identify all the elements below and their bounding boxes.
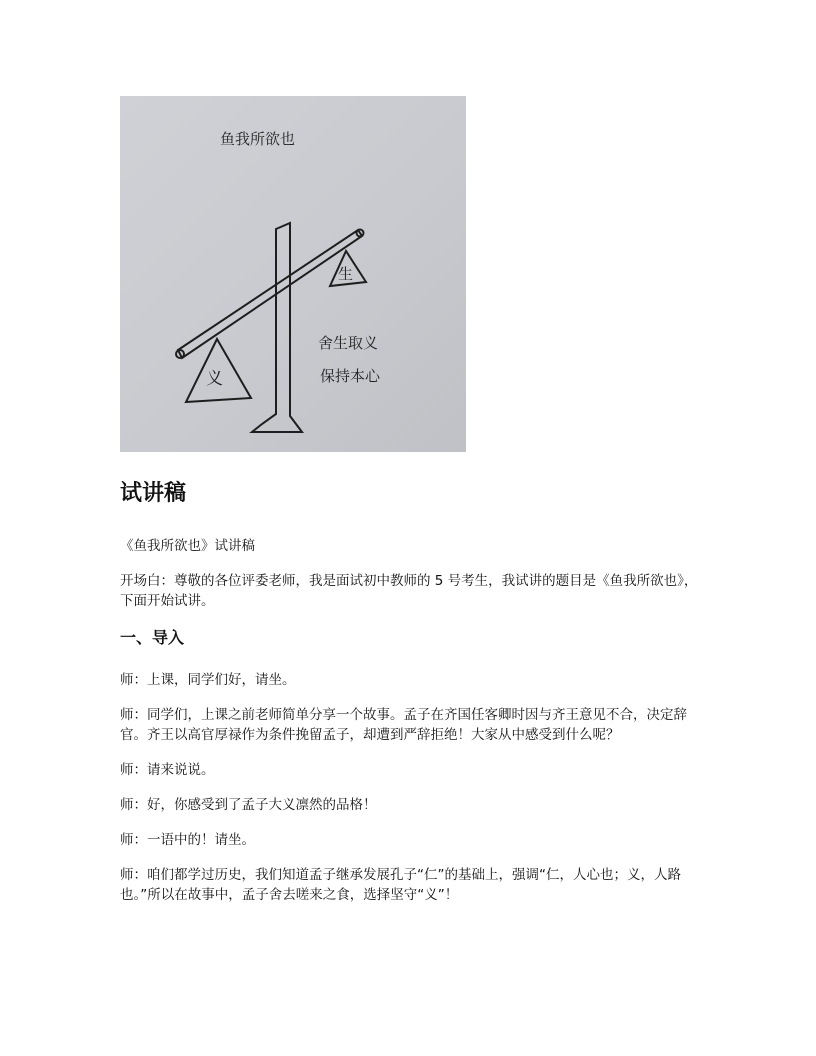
document-body bbox=[120, 478, 700, 920]
section-heading-intro: 一、导入 bbox=[120, 628, 185, 647]
dialogue-line: 师：好，你感受到了孟子大义凛然的品格！ bbox=[120, 797, 377, 813]
sketch-note-line2: 保持本心 bbox=[320, 367, 381, 385]
sketch-caption: 鱼我所欲也 bbox=[220, 130, 296, 148]
dialogue-line: 师：上课，同学们好，请坐。 bbox=[120, 672, 296, 688]
dialogue-line: 师：请来说说。 bbox=[120, 762, 215, 778]
balance-sketch-drawing bbox=[120, 96, 466, 452]
sketch-note-line1: 舍生取义 bbox=[318, 334, 379, 352]
page-title: 试讲稿 bbox=[120, 481, 187, 506]
left-weight-label: 义 bbox=[206, 369, 223, 389]
right-weight-label: 生 bbox=[338, 265, 354, 283]
balance-sketch-photo bbox=[120, 96, 466, 452]
dialogue-line: 师：一语中的！请坐。 bbox=[120, 832, 255, 848]
opening-paragraph: 开场白：尊敬的各位评委老师，我是面试初中教师的 5 号考生，我试讲的题目是《鱼我所欲也》，下面开始试讲。 bbox=[120, 573, 698, 609]
scale-post bbox=[252, 223, 302, 432]
dialogue-line: 师：同学们，上课之前老师简单分享一个故事。孟子在齐国任客卿时因与齐王意见不合，决定辞官。齐王以高官厚禄作为条件挽留孟子，却遭到严辞拒绝！大家从中感受到什么呢？ bbox=[120, 707, 687, 743]
dialogue-line: 师：咱们都学过历史，我们知道孟子继承发展孔子“仁”的基础上，强调“仁，人心也；义，人路也。”所以在故事中，孟子舍去嗟来之食，选择坚守“义”！ bbox=[120, 867, 681, 903]
doc-subtitle: 《鱼我所欲也》试讲稿 bbox=[120, 538, 255, 554]
